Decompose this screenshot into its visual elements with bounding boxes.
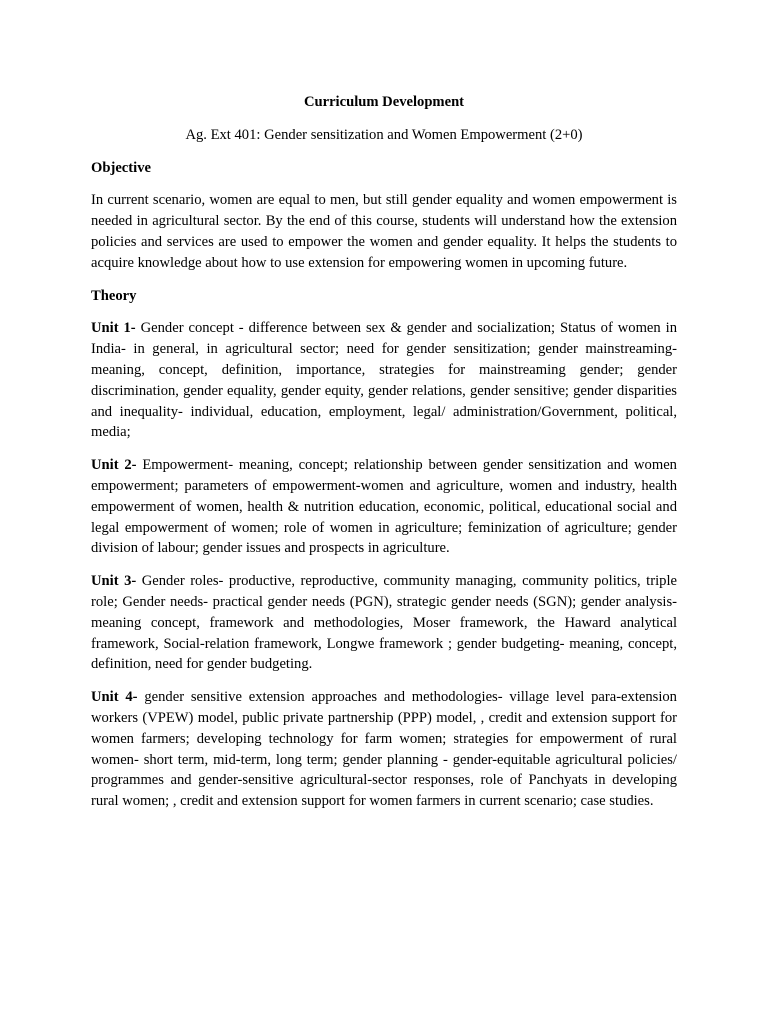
document-title: Curriculum Development [303, 94, 465, 110]
objective-paragraph: In current scenario, women are equal to men, but still gender equality and women empowerment is needed in agricultural sector. By the end of this course, students will understand how the extension policies and services are used to empower the women and gender equality. It helps the students to acquire knowledge about how to use extension for empowering women in upcoming future. [91, 192, 677, 271]
unit-3-paragraph [91, 571, 677, 675]
unit-1-label: Unit 1- [91, 320, 136, 337]
unit-3-text: Gender roles- productive, reproductive, community managing, community politics, triple role; Gender needs- practical gender needs (PGN), strategic gender needs (SGN); gender analysis- meaning concept, framework and methodologies, Moser framework, the Haward analytical framework, Social-relation framework, Longwe framework ; gender budgeting- meaning, concept, definition, need for gender budgeting. [91, 573, 677, 673]
document-page [91, 92, 677, 824]
unit-3-label: Unit 3- [91, 573, 137, 590]
unit-2-label: Unit 2- [91, 457, 137, 474]
unit-4-label: Unit 4- [91, 689, 138, 706]
course-title: Ag. Ext 401: Gender sensitization and Women Empowerment (2+0) [185, 126, 583, 143]
unit-2-text: Empowerment- meaning, concept; relationship between gender sensitization and women empowerment; parameters of empowerment-women and agriculture, women and industry, health empowerment of women, health & nutrition education, economic, political, educational social and legal empowerment of women; role of women in agriculture; feminization of agriculture; gender division of labour; gender issues and prospects in agriculture. [91, 457, 677, 557]
unit-4-text: gender sensitive extension approaches and methodologies- village level para-extension workers (VPEW) model, public private partnership (PPP) model, , credit and extension support for women farmers; developing technology for farm women; strategies for empowerment of rural women- short term, mid-term, long term; gender planning - gender-equitable agricultural policies/ programmes and gender-sensitive agricultural-sector responses, role of Panchyats in developing rural women; , credit and extension support for women farmers in current scenario; case studies. [91, 689, 677, 810]
theory-heading: Theory [91, 287, 137, 304]
unit-1-paragraph [91, 318, 677, 443]
unit-4-paragraph [91, 687, 677, 812]
objective-heading: Objective [91, 159, 151, 176]
unit-1-text: Gender concept - difference between sex & gender and socialization; Status of women in India- in general, in agricultural sector; need for gender sensitization; gender mainstreaming- meaning, concept, definition, importance, strategies for mainstreaming gender; gender discrimination, gender equality, gender equity, gender relations, gender sensitive; gender disparities and inequality- individual, education, employment, legal/ administration/Government, political, media; [91, 320, 677, 441]
unit-2-paragraph [91, 455, 677, 559]
